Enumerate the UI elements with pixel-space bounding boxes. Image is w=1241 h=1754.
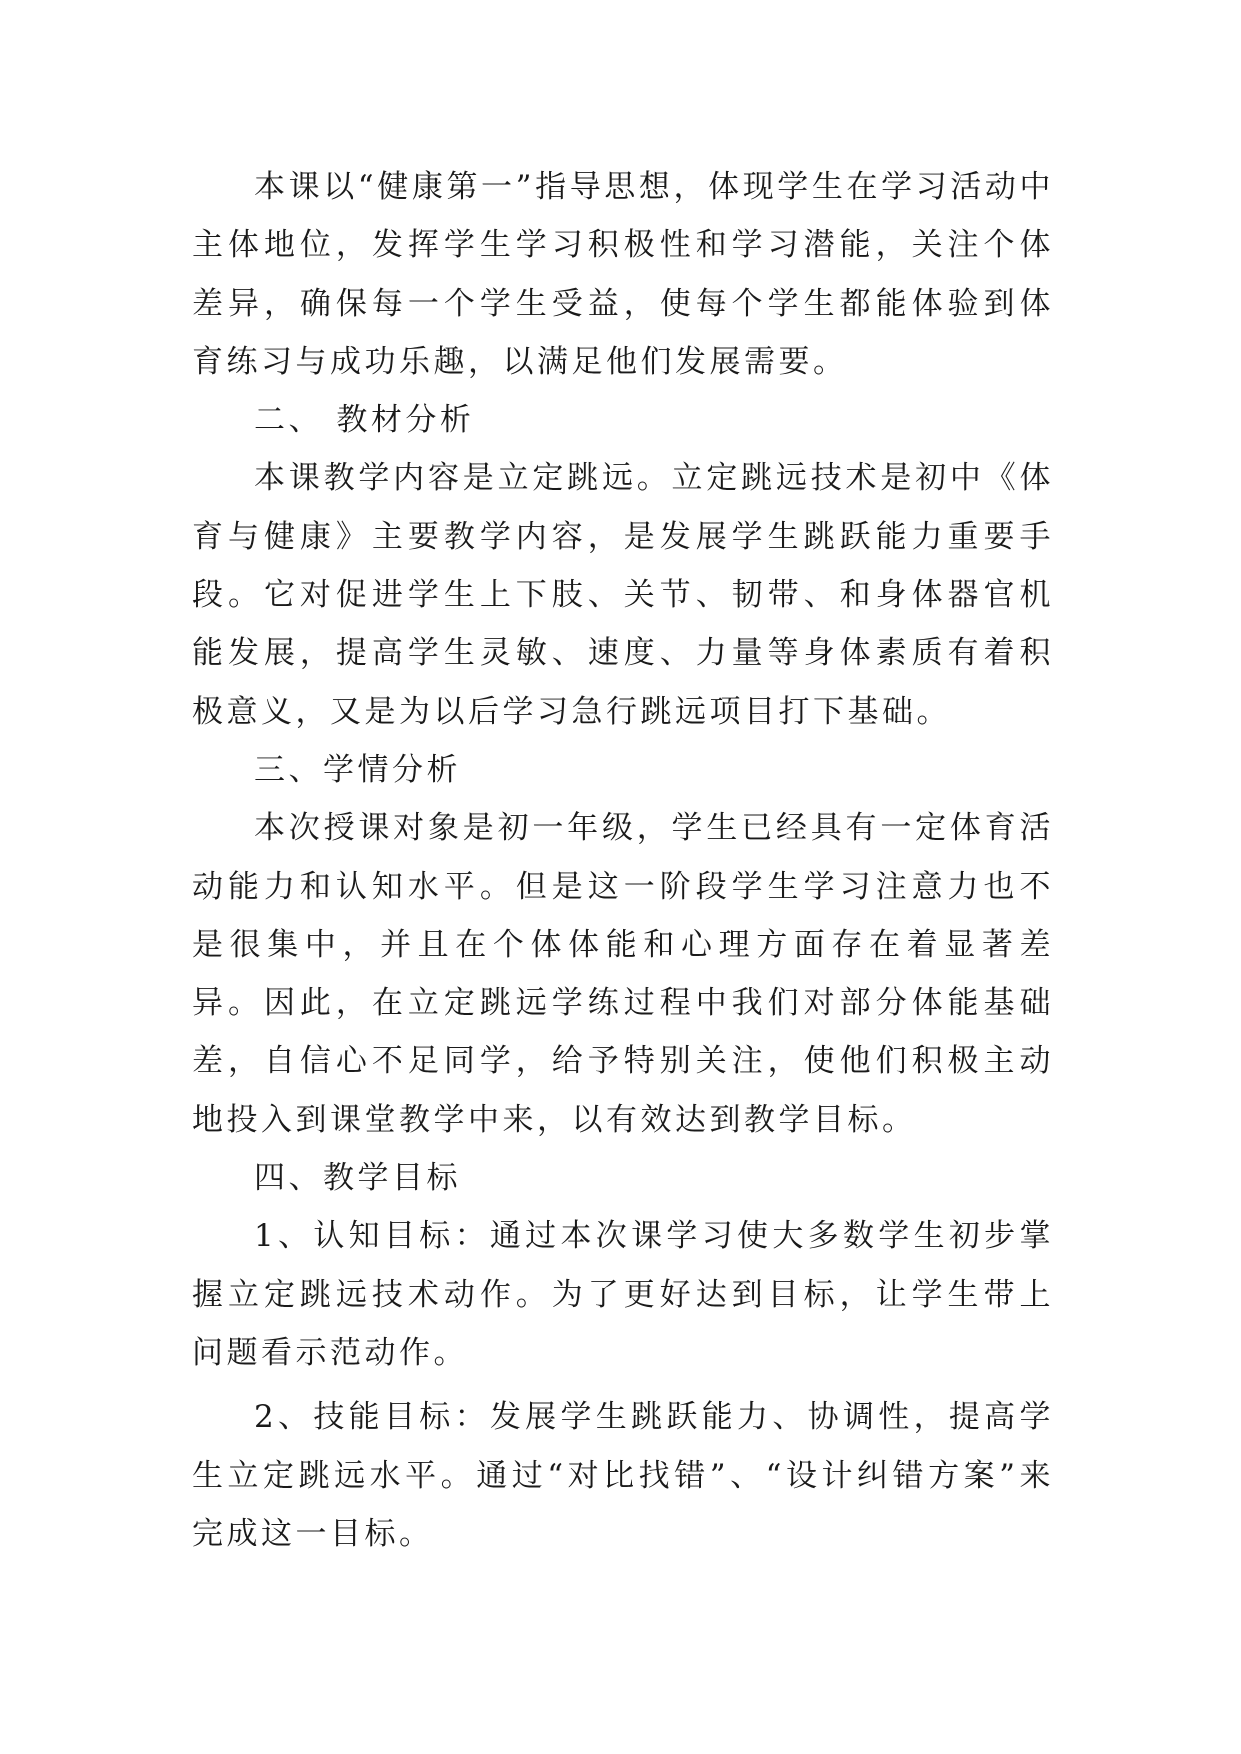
- paragraph-learner-analysis: 本次授课对象是初一年级，学生已经具有一定体育活动能力和认知水平。但是这一阶段学生学习注意力也不是很集中，并且在个体体能和心理方面存在着显著差异。因此，在立定跳远学练过程中我们对部分体能基础差，自信心不足同学，给予特别关注，使他们积极主动地投入到课堂教学中来，以有效达到教学目标。: [192, 810, 1054, 1138]
- heading-material-analysis: 二、 教材分析: [254, 402, 475, 439]
- paragraph-material-analysis: 本课教学内容是立定跳远。立定跳远技术是初中《体育与健康》主要教学内容，是发展学生跳跃能力重要手段。它对促进学生上下肢、关节、韧带、和身体器官机能发展，提高学生灵敏、速度、力量等身体素质有着积极意义，又是为以后学习急行跳远项目打下基础。: [192, 460, 1054, 730]
- document-page: [192, 158, 1054, 1563]
- paragraph-skill-objective: 2、技能目标：发展学生跳跃能力、协调性，提高学生立定跳远水平。通过“对比找错”、“设计纠错方案”来完成这一目标。: [192, 1399, 1054, 1552]
- heading-learner-analysis: 三、学情分析: [254, 751, 461, 788]
- paragraph-intro: 本课以“健康第一”指导思想，体现学生在学习活动中主体地位，发挥学生学习积极性和学习潜能，关注个体差异，确保每一个学生受益，使每个学生都能体验到体育练习与成功乐趣，以满足他们发展需要。: [192, 169, 1054, 380]
- heading-teaching-objectives: 四、教学目标: [254, 1160, 461, 1197]
- paragraph-cognitive-objective: 1、认知目标：通过本次课学习使大多数学生初步掌握立定跳远技术动作。为了更好达到目标，让学生带上问题看示范动作。: [192, 1218, 1054, 1371]
